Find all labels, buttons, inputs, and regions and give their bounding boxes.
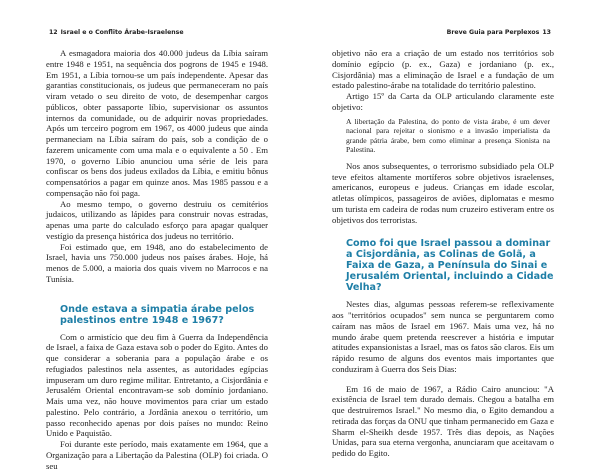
paragraph: Ao mesmo tempo, o governo destruiu os cemitérios judaicos, utilizando as lápides para construir novas estradas, apenas uma parte do calculado esforço para apagar qualquer vestígio da presença histórica dos judeus no território. bbox=[46, 198, 268, 241]
page-number: 12 bbox=[49, 29, 58, 36]
right-page bbox=[332, 0, 554, 459]
left-page bbox=[46, 0, 268, 471]
paragraph: Em 16 de maio de 1967, a Rádio Cairo anunciou: "A existência de Israel tem durado demais. Chegou a batalha em que destruiremos Israel." No mesmo dia, o Egito demandou a retirada das forças da ONU que tinham permanecido em Gaza e Sharm el-Sheikh desde 1957. Três dias depois, as Nações Unidas, para sua eterna vergonha, anunciaram que aceitavam o pedido do Egito. bbox=[332, 383, 554, 459]
paragraph: Com o armistício que deu fim à Guerra da Independência de Israel, a faixa de Gaza estava sob o poder do Egito. Antes do que considerar a soberania para a população árabe e os refugiados palestinos nela assentes, as autoridades egípcias impuseram um duro regime militar. Entretanto, a Cisjordânia e Jerusalém Oriental encontravam-se sob domínio jordaniano. Mais uma vez, não houve movimentos para criar um estado palestino. Pelo contrário, a Jordânia anexou o território, um passo reconhecido apenas por dois países no mundo: Reino Unido e Paquistão. bbox=[46, 331, 268, 439]
paragraph: Artigo 15º da Carta da OLP articulando claramente este objetivo: bbox=[332, 91, 554, 112]
running-head-title: Breve Guia para Perplexos bbox=[446, 29, 540, 36]
block-quote: A libertação da Palestina, do ponto de vista árabe, é um dever nacional para rejeitar o sionismo e a invasão imperialista da grande pátria árabe, bem como eliminar a presença Sionista na Palestina. bbox=[346, 116, 550, 155]
running-head-title: Israel e o Conflito Árabe-Israelense bbox=[60, 29, 184, 36]
section-heading: Onde estava a simpatia árabe pelos palestinos entre 1948 e 1967? bbox=[60, 303, 255, 326]
paragraph: Foi estimado que, em 1948, ano do estabelecimento de Israel, havia uns 750.000 judeus nos países árabes. Hoje, há menos de 5.000, a maioria dos quais vivem no Marrocos e na Tunísia. bbox=[46, 241, 268, 284]
running-head bbox=[46, 29, 268, 39]
section-heading: Como foi que Israel passou a dominar a Cisjordânia, as Colinas de Golã, a Faixa de Gaza, a Península do Sinai e Jerusalém Oriental, incluindo a Cidade Velha? bbox=[346, 238, 554, 294]
paragraph: A esmagadora maioria dos 40.000 judeus da Líbia saíram entre 1948 e 1951, na sequência dos pogrons de 1945 e 1948. Em 1951, a Líbia tornou-se um país independente. Apesar das garantias constitucionais, os judeus que permaneceram no país viram vetado o seu direito de voto, de desempenhar cargos públicos, obter passaporte líbio, supervisionar os assuntos internos da comunidade, ou de adquirir novas propriedades. Após um terceiro pogrom em 1967, os 4000 judeus que ainda permaneciam na Líbia saíram do país, sob a condição de o fazerem unicamente com uma mala e o equivalente a 50 . Em 1970, o governo Líbio anunciou uma série de leis para confiscar os bens dos judeus exilados da Líbia, e emitiu bônus compensatórios a pagar em quinze anos. Mas 1985 passou e a compensação não foi paga. bbox=[46, 48, 268, 198]
paragraph: Nos anos subsequentes, o terrorismo subsidiado pela OLP teve efeitos altamente mortíferos sobre objetivos israelenses, americanos, europeus e judeus. Crianças em idade escolar, atletas olímpicos, passageiros de aviões, diplomatas e mesmo um turista em cadeira de rodas num cruzeiro estiveram entre os objetivos dos terroristas. bbox=[332, 160, 554, 225]
paragraph: objetivo não era a criação de um estado nos territórios sob domínio egípcio (p. ex., Gaza) e jordaniano (p. ex., Cisjordânia) mas a eliminação de Israel e a fundação de um estado palestino-árabe na totalidade do território palestino. bbox=[332, 48, 554, 91]
paragraph: Nestes dias, algumas pessoas referem-se reflexivamente aos "territórios ocupados" sem nunca se perguntarem como caíram nas mãos de Israel em 1967. Mais uma vez, há no mundo árabe quem pretenda reescrever a história e imputar atitudes expansionistas a Israel, mas os fatos são claros. Eis um rápido resumo de alguns dos eventos mais importantes que conduziram à Guerra dos Seis Dias: bbox=[332, 299, 554, 374]
running-head bbox=[332, 29, 554, 39]
page-number: 13 bbox=[542, 29, 551, 36]
paragraph: Foi durante este período, mais exatamente em 1964, que a Organização para a Libertação da Palestina (OLP) foi criada. O seu bbox=[46, 439, 268, 471]
